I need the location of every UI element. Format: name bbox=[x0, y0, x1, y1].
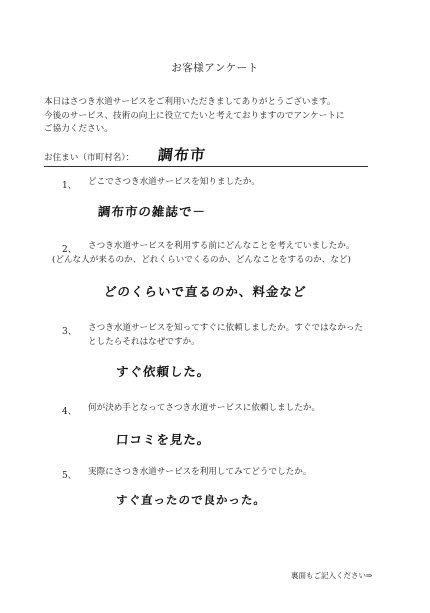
answer-handwritten: どのくらいで直るのか、料金など bbox=[103, 284, 308, 299]
question-note: (どんな人が来るのか、どれくらいでくるのか、どんなことをするのか、など) bbox=[52, 255, 351, 265]
question-text bbox=[88, 176, 388, 190]
question-line: どこでさつき水道サービスを知りましたか。 bbox=[88, 177, 260, 187]
question-line: さつき水道サービスを知ってすぐに依頼しましたか。すぐではなかった bbox=[88, 323, 364, 333]
question-line: さつき水道サービスを利用する前にどんなことを考えていましたか。 bbox=[88, 241, 355, 251]
address-field bbox=[44, 146, 368, 167]
answer-handwritten: 調布市の雑誌で－ bbox=[97, 204, 207, 219]
intro-text bbox=[44, 96, 394, 137]
question-number: 4、 bbox=[62, 407, 77, 417]
question-line: 何が決め手となってさつき水道サービスに依頼しましたか。 bbox=[88, 403, 321, 413]
question-text bbox=[88, 402, 388, 416]
answer-handwritten: すぐ直ったので良かった。 bbox=[115, 493, 267, 507]
question-line: としたらそれはなぜですか。 bbox=[88, 336, 200, 347]
question-text bbox=[88, 240, 388, 254]
question-number: 2、 bbox=[62, 245, 77, 255]
intro-line-1: 本日はさつき水道サービスをご利用いただきましてありがとうございます。 bbox=[44, 97, 336, 107]
page-title: お客様アンケート bbox=[171, 62, 259, 74]
question-number: 1、 bbox=[62, 181, 77, 191]
address-label: お住まい（市町村名）： bbox=[44, 153, 135, 163]
question-text bbox=[88, 322, 388, 349]
answer-handwritten: すぐ依頼した。 bbox=[115, 364, 212, 379]
question-line: 実際にさつき水道サービスを利用してみてどうでしたか。 bbox=[88, 467, 312, 477]
question-text bbox=[88, 466, 388, 480]
intro-line-2: 今後のサービス、技術の向上に役立てたいと考えておりますのでアンケートに bbox=[44, 110, 345, 121]
footer-note: 裏面もご記入ください⇒ bbox=[291, 571, 373, 580]
intro-line-3: ご協力ください。 bbox=[44, 124, 113, 134]
address-handwritten-value: 調布市 bbox=[157, 146, 207, 164]
question-number: 5、 bbox=[62, 471, 77, 481]
answer-handwritten: 口コミを見た。 bbox=[115, 432, 212, 447]
question-number: 3、 bbox=[62, 327, 77, 337]
